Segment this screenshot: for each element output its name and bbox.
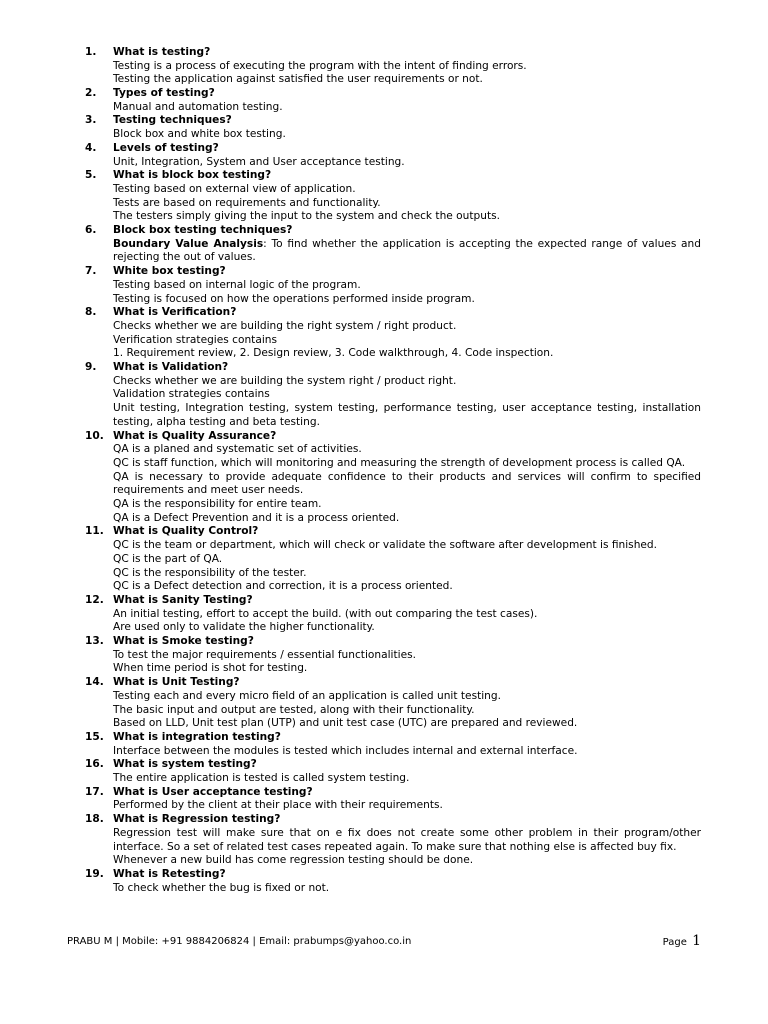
question-number: 4. xyxy=(85,141,97,154)
question-number-cell xyxy=(0,142,113,156)
answer-line: Testing is a process of executing the program with the intent of finding errors. xyxy=(113,59,527,72)
question-number: 15. xyxy=(85,730,104,743)
question-item xyxy=(0,224,768,265)
question-title: What is Validation? xyxy=(113,361,229,374)
question-heading xyxy=(0,786,768,800)
answer-line: To test the major requirements / essential functionalities. xyxy=(113,648,416,661)
question-item xyxy=(0,594,768,635)
question-heading xyxy=(0,594,768,608)
question-number-cell xyxy=(0,594,113,608)
question-number: 3. xyxy=(85,114,97,127)
answer-line: Are used only to validate the higher functionality. xyxy=(113,621,375,634)
question-number-cell xyxy=(0,306,113,320)
answer-line: QC is the team or department, which will check or validate the software after development is finished. xyxy=(113,539,658,552)
answer-text: : To find whether the application is accepting the expected range of values and rejecting the out of values. xyxy=(113,237,701,264)
question-number-cell xyxy=(0,224,113,238)
question-heading xyxy=(0,142,768,156)
answer-line: Testing is focused on how the operations performed inside program. xyxy=(113,292,475,305)
question-title: What is integration testing? xyxy=(113,730,281,743)
question-number: 5. xyxy=(85,169,97,182)
document-body xyxy=(0,46,768,895)
question-title: What is User acceptance testing? xyxy=(113,785,313,798)
question-item xyxy=(0,142,768,169)
question-item xyxy=(0,635,768,676)
question-item xyxy=(0,868,768,895)
question-heading xyxy=(0,361,768,375)
question-item xyxy=(0,731,768,758)
question-number: 2. xyxy=(85,87,97,100)
question-number-cell xyxy=(0,676,113,690)
answer-line: To check whether the bug is fixed or not. xyxy=(113,881,330,894)
answer-line: Testing based on internal logic of the program. xyxy=(113,278,361,291)
question-number: 14. xyxy=(85,676,104,689)
answer-line: An initial testing, effort to accept the build. (with out comparing the test cases). xyxy=(113,607,538,620)
question-title: White box testing? xyxy=(113,265,226,278)
question-title: Block box testing techniques? xyxy=(113,224,293,237)
question-number: 12. xyxy=(85,593,104,606)
question-number-cell xyxy=(0,87,113,101)
question-number-cell xyxy=(0,361,113,375)
question-number: 19. xyxy=(85,867,104,880)
question-number: 1. xyxy=(85,46,97,58)
answer-line: QC is the responsibility of the tester. xyxy=(113,566,307,579)
answer-line: QC is a Defect detection and correction, it is a process oriented. xyxy=(113,580,453,593)
question-item xyxy=(0,265,768,306)
question-title: What is Unit Testing? xyxy=(113,676,240,689)
question-number-cell xyxy=(0,430,113,444)
footer-page-number: 1 xyxy=(692,933,701,949)
question-item xyxy=(0,786,768,813)
question-item xyxy=(0,87,768,114)
answer-line: Testing based on external view of application. xyxy=(113,182,356,195)
question-title: What is Smoke testing? xyxy=(113,635,254,648)
answer-line: Checks whether we are building the system right / product right. xyxy=(113,374,457,387)
answer-line: Unit, Integration, System and User acceptance testing. xyxy=(113,155,405,168)
question-title: What is Verification? xyxy=(113,306,237,319)
footer-page xyxy=(663,934,701,950)
question-number-cell xyxy=(0,868,113,882)
answer-line: QA is the responsibility for entire team. xyxy=(113,498,322,511)
answer-line: The entire application is tested is called system testing. xyxy=(113,772,410,785)
answer-line: QC is the part of QA. xyxy=(113,552,223,565)
question-number-cell xyxy=(0,46,113,60)
answer-line: 1. Requirement review, 2. Design review, 3. Code walkthrough, 4. Code inspection. xyxy=(113,347,554,360)
question-number: 10. xyxy=(85,429,104,442)
question-item xyxy=(0,758,768,785)
question-heading xyxy=(0,868,768,882)
question-title: Types of testing? xyxy=(113,87,215,100)
question-heading xyxy=(0,87,768,101)
answer-line: When time period is shot for testing. xyxy=(113,662,308,675)
answer-line: Verification strategies contains xyxy=(113,333,277,346)
question-title: Levels of testing? xyxy=(113,141,219,154)
answer-line: Manual and automation testing. xyxy=(113,100,283,113)
answer-line: Testing each and every micro field of an application is called unit testing. xyxy=(113,689,501,702)
question-item xyxy=(0,813,768,868)
question-item xyxy=(0,169,768,224)
answer-line: Regression test will make sure that on e fix does not create some other problem in their program/other interface. So a set of related test cases repeated again. To make sure that nothing else is affected buy fix. xyxy=(113,826,701,853)
answer-line: The basic input and output are tested, along with their functionality. xyxy=(113,703,475,716)
question-number-cell xyxy=(0,758,113,772)
question-heading xyxy=(0,635,768,649)
question-number: 11. xyxy=(85,525,104,538)
question-number: 8. xyxy=(85,306,97,319)
question-title: Testing techniques? xyxy=(113,114,232,127)
question-number: 18. xyxy=(85,813,104,826)
question-item xyxy=(0,676,768,731)
answer-line: Unit testing, Integration testing, system testing, performance testing, user acceptance testing, installation testing, alpha testing and beta testing. xyxy=(113,402,701,428)
answer-line: Interface between the modules is tested which includes internal and external interface. xyxy=(113,744,578,757)
question-number: 13. xyxy=(85,635,104,648)
footer-page-label: Page xyxy=(662,937,687,948)
question-heading xyxy=(0,525,768,539)
answer-line: Tests are based on requirements and functionality. xyxy=(113,196,381,209)
question-number-cell xyxy=(0,169,113,183)
question-item xyxy=(0,430,768,526)
page-footer xyxy=(67,935,701,949)
question-title: What is system testing? xyxy=(113,758,257,771)
question-heading xyxy=(0,731,768,745)
question-heading xyxy=(0,813,768,827)
question-number-cell xyxy=(0,813,113,827)
answer-line: QA is necessary to provide adequate confidence to their products and services will confirm to specified requirements and meet user needs. xyxy=(113,470,701,497)
question-title: What is Quality Control? xyxy=(113,525,259,538)
question-heading xyxy=(0,114,768,128)
question-number-cell xyxy=(0,786,113,800)
answer-line: Based on LLD, Unit test plan (UTP) and unit test case (UTC) are prepared and reviewed. xyxy=(113,717,578,730)
answer-line: QC is staff function, which will monitoring and measuring the strength of development process is called QA. xyxy=(113,456,686,469)
question-title: What is Retesting? xyxy=(113,867,226,880)
question-title: What is Regression testing? xyxy=(113,813,281,826)
question-heading xyxy=(0,169,768,183)
question-number-cell xyxy=(0,731,113,745)
question-heading xyxy=(0,676,768,690)
question-number-cell xyxy=(0,525,113,539)
question-heading xyxy=(0,430,768,444)
question-title: What is Sanity Testing? xyxy=(113,593,253,606)
answer-term: Boundary Value Analysis xyxy=(113,237,264,250)
answer-line: QA is a planed and systematic set of activities. xyxy=(113,443,362,456)
question-heading xyxy=(0,46,768,60)
answer-line: Performed by the client at their place with their requirements. xyxy=(113,799,443,812)
question-number-cell xyxy=(0,635,113,649)
answer-line: Validation strategies contains xyxy=(113,388,270,401)
question-number: 6. xyxy=(85,224,97,237)
question-number-cell xyxy=(0,265,113,279)
question-item xyxy=(0,361,768,430)
answer-line: Testing the application against satisfied the user requirements or not. xyxy=(113,73,483,86)
question-item xyxy=(0,525,768,594)
question-number: 17. xyxy=(85,785,104,798)
question-heading xyxy=(0,306,768,320)
answer-line: The testers simply giving the input to the system and check the outputs. xyxy=(113,210,501,223)
question-title: What is block box testing? xyxy=(113,169,272,182)
question-heading xyxy=(0,224,768,238)
answer-line: Block box and white box testing. xyxy=(113,128,286,141)
answer-line: QA is a Defect Prevention and it is a process oriented. xyxy=(113,511,400,524)
answer-line: Whenever a new build has come regression testing should be done. xyxy=(113,854,474,867)
question-number-cell xyxy=(0,114,113,128)
question-title: What is Quality Assurance? xyxy=(113,429,277,442)
question-item xyxy=(0,114,768,141)
question-item xyxy=(0,306,768,361)
question-heading xyxy=(0,265,768,279)
question-title: What is testing? xyxy=(113,46,211,58)
answer-line xyxy=(113,238,701,265)
question-number: 7. xyxy=(85,265,97,278)
question-heading xyxy=(0,758,768,772)
question-number: 9. xyxy=(85,361,97,374)
answer-line: Checks whether we are building the right system / right product. xyxy=(113,319,457,332)
question-item xyxy=(0,46,768,87)
question-number: 16. xyxy=(85,758,104,771)
footer-contact: PRABU M | Mobile: +91 9884206824 | Email: prabumps@yahoo.co.in xyxy=(67,936,412,947)
